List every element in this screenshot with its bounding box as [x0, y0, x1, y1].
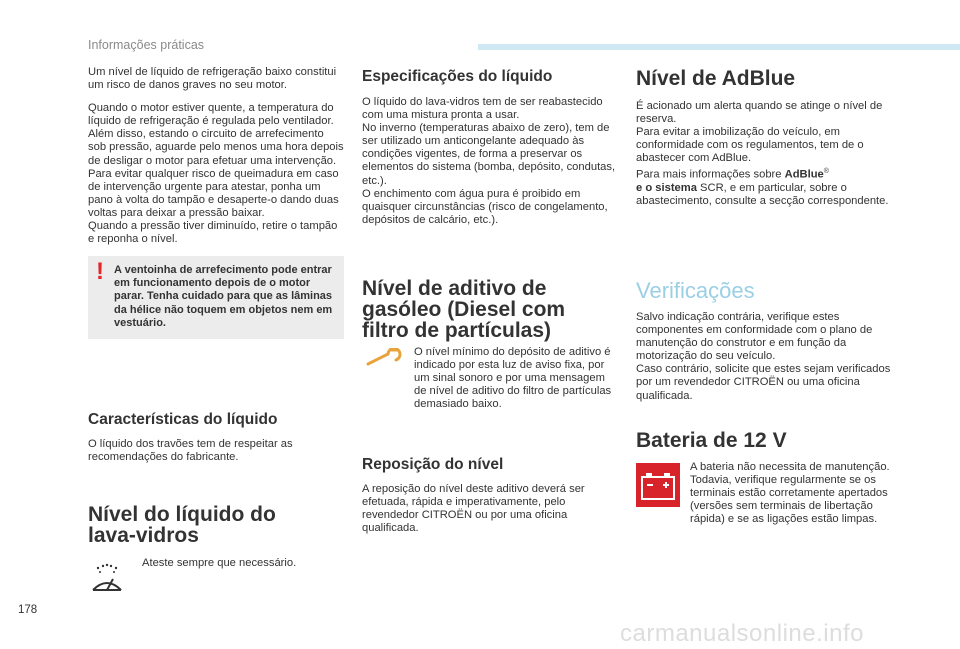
- verif-text-1: Salvo indicação contrária, verifique estes componentes em conformidade com o plano de manutenção do construtor e em função da motorização do seu veículo.: [636, 311, 873, 363]
- espec-text-3: O enchimento com água pura é proibido em quaisquer circunstâncias (risco de congelamento, depósitos de calcário, etc.).: [362, 187, 608, 226]
- verificacoes-block: [636, 311, 892, 403]
- reposicao-text: A reposição do nível deste aditivo deverá ser efetuada, rápida e imperativamente, pelo revendedor CITROËN ou por uma oficina qualificada.: [362, 483, 585, 535]
- heading-verificacoes: Verificações: [636, 278, 755, 303]
- heading-adblue: Nível de AdBlue: [636, 67, 796, 90]
- coolant-pressure-text: Além disso, estando o circuito de arrefecimento sob pressão, aguarde pelo menos uma hora depois de desligar o motor para efetuar uma intervenção.: [88, 128, 344, 167]
- verif-text-2: Caso contrário, solicite que estes sejam verificados por um revendedor CITROËN ou uma oficina qualificada.: [636, 363, 891, 402]
- fan-warning-text: A ventoinha de arrefecimento pode entrar em funcionamento depois de o motor parar. Tenha cuidado para que as lâminas da hélice não toquem em objetos nem em vestuário.: [114, 264, 333, 329]
- espec-text-2: No inverno (temperaturas abaixo de zero), tem de ser utilizado um anticongelante adequado às condições vigentes, de forma a preservar os elementos do sistema (bomba, depósito, condutas, etc.).: [362, 122, 616, 187]
- bateria-text-1: A bateria não necessita de manutenção.: [690, 461, 890, 473]
- column-2: [362, 96, 618, 227]
- bateria-block: [690, 461, 890, 526]
- heading-reposicao: Reposição do nível: [362, 456, 504, 473]
- heading-aditivo: Nível de aditivo de gasóleo (Diesel com filtro de partículas): [362, 277, 566, 342]
- caracteristicas-text: O líquido dos travões tem de respeitar as recomendações do fabricante.: [88, 438, 293, 464]
- bateria-text-2: Todavia, verifique regularmente se os terminais estão corretamente apertados (versões sem terminais de libertação rápida) e se as ligações estão limpas.: [690, 474, 888, 526]
- coolant-risk-text: Um nível de líquido de refrigeração baixo constitui um risco de danos graves no seu motor.: [88, 66, 337, 92]
- watermark: carmanualsonline.info: [620, 620, 864, 647]
- column-3: [636, 100, 892, 208]
- coolant-burn-text: Para evitar qualquer risco de queimadura em caso de intervenção urgente para atestar, ponha um pano à volta do tampão e desaperte-o dando duas voltas para deixar a pressão baixar.: [88, 167, 339, 219]
- adblue-text-2: Para evitar a imobilização do veículo, em conformidade com os regulamentos, tem de o abastecer com AdBlue.: [636, 126, 864, 165]
- aditivo-text: O nível mínimo do depósito de aditivo é indicado por esta luz de aviso fixa, por um sinal sonoro e por uma mensagem de nível de aditivo do filtro de partículas demasiado baixo.: [414, 346, 612, 411]
- fan-warning-box: [88, 256, 344, 338]
- washer-fluid-icon: [88, 562, 126, 601]
- adblue-text-3: Para mais informações sobre AdBlue® e o sistema SCR, e em particular, sobre o abastecimento, consulte a secção correspondente.: [636, 168, 889, 208]
- heading-bateria: Bateria de 12 V: [636, 429, 787, 452]
- heading-lava-vidros: Nível do líquido do lava-vidros: [88, 503, 276, 547]
- column-1: [88, 66, 344, 339]
- header-accent-bar: [478, 44, 960, 50]
- adblue-text-1: É acionado um alerta quando se atinge o nível de reserva.: [636, 100, 883, 126]
- coolant-refill-text: Quando a pressão tiver diminuído, retire o tampão e reponha o nível.: [88, 220, 338, 246]
- battery-icon: [636, 463, 680, 512]
- heading-especificacoes: Especificações do líquido: [362, 68, 553, 85]
- heading-caracteristicas: Características do líquido: [88, 411, 278, 428]
- coolant-hot-text: Quando o motor estiver quente, a temperatura do líquido de refrigeração é regulada pelo ventilador.: [88, 102, 334, 128]
- warning-exclamation-icon: !: [96, 258, 104, 286]
- page-number: 178: [18, 604, 38, 616]
- wrench-warning-icon: [366, 348, 402, 373]
- lava-vidros-text: Ateste sempre que necessário.: [142, 557, 297, 569]
- section-header: Informações práticas: [88, 38, 205, 52]
- espec-text-1: O líquido do lava-vidros tem de ser reabastecido com uma mistura pronta a usar.: [362, 96, 603, 122]
